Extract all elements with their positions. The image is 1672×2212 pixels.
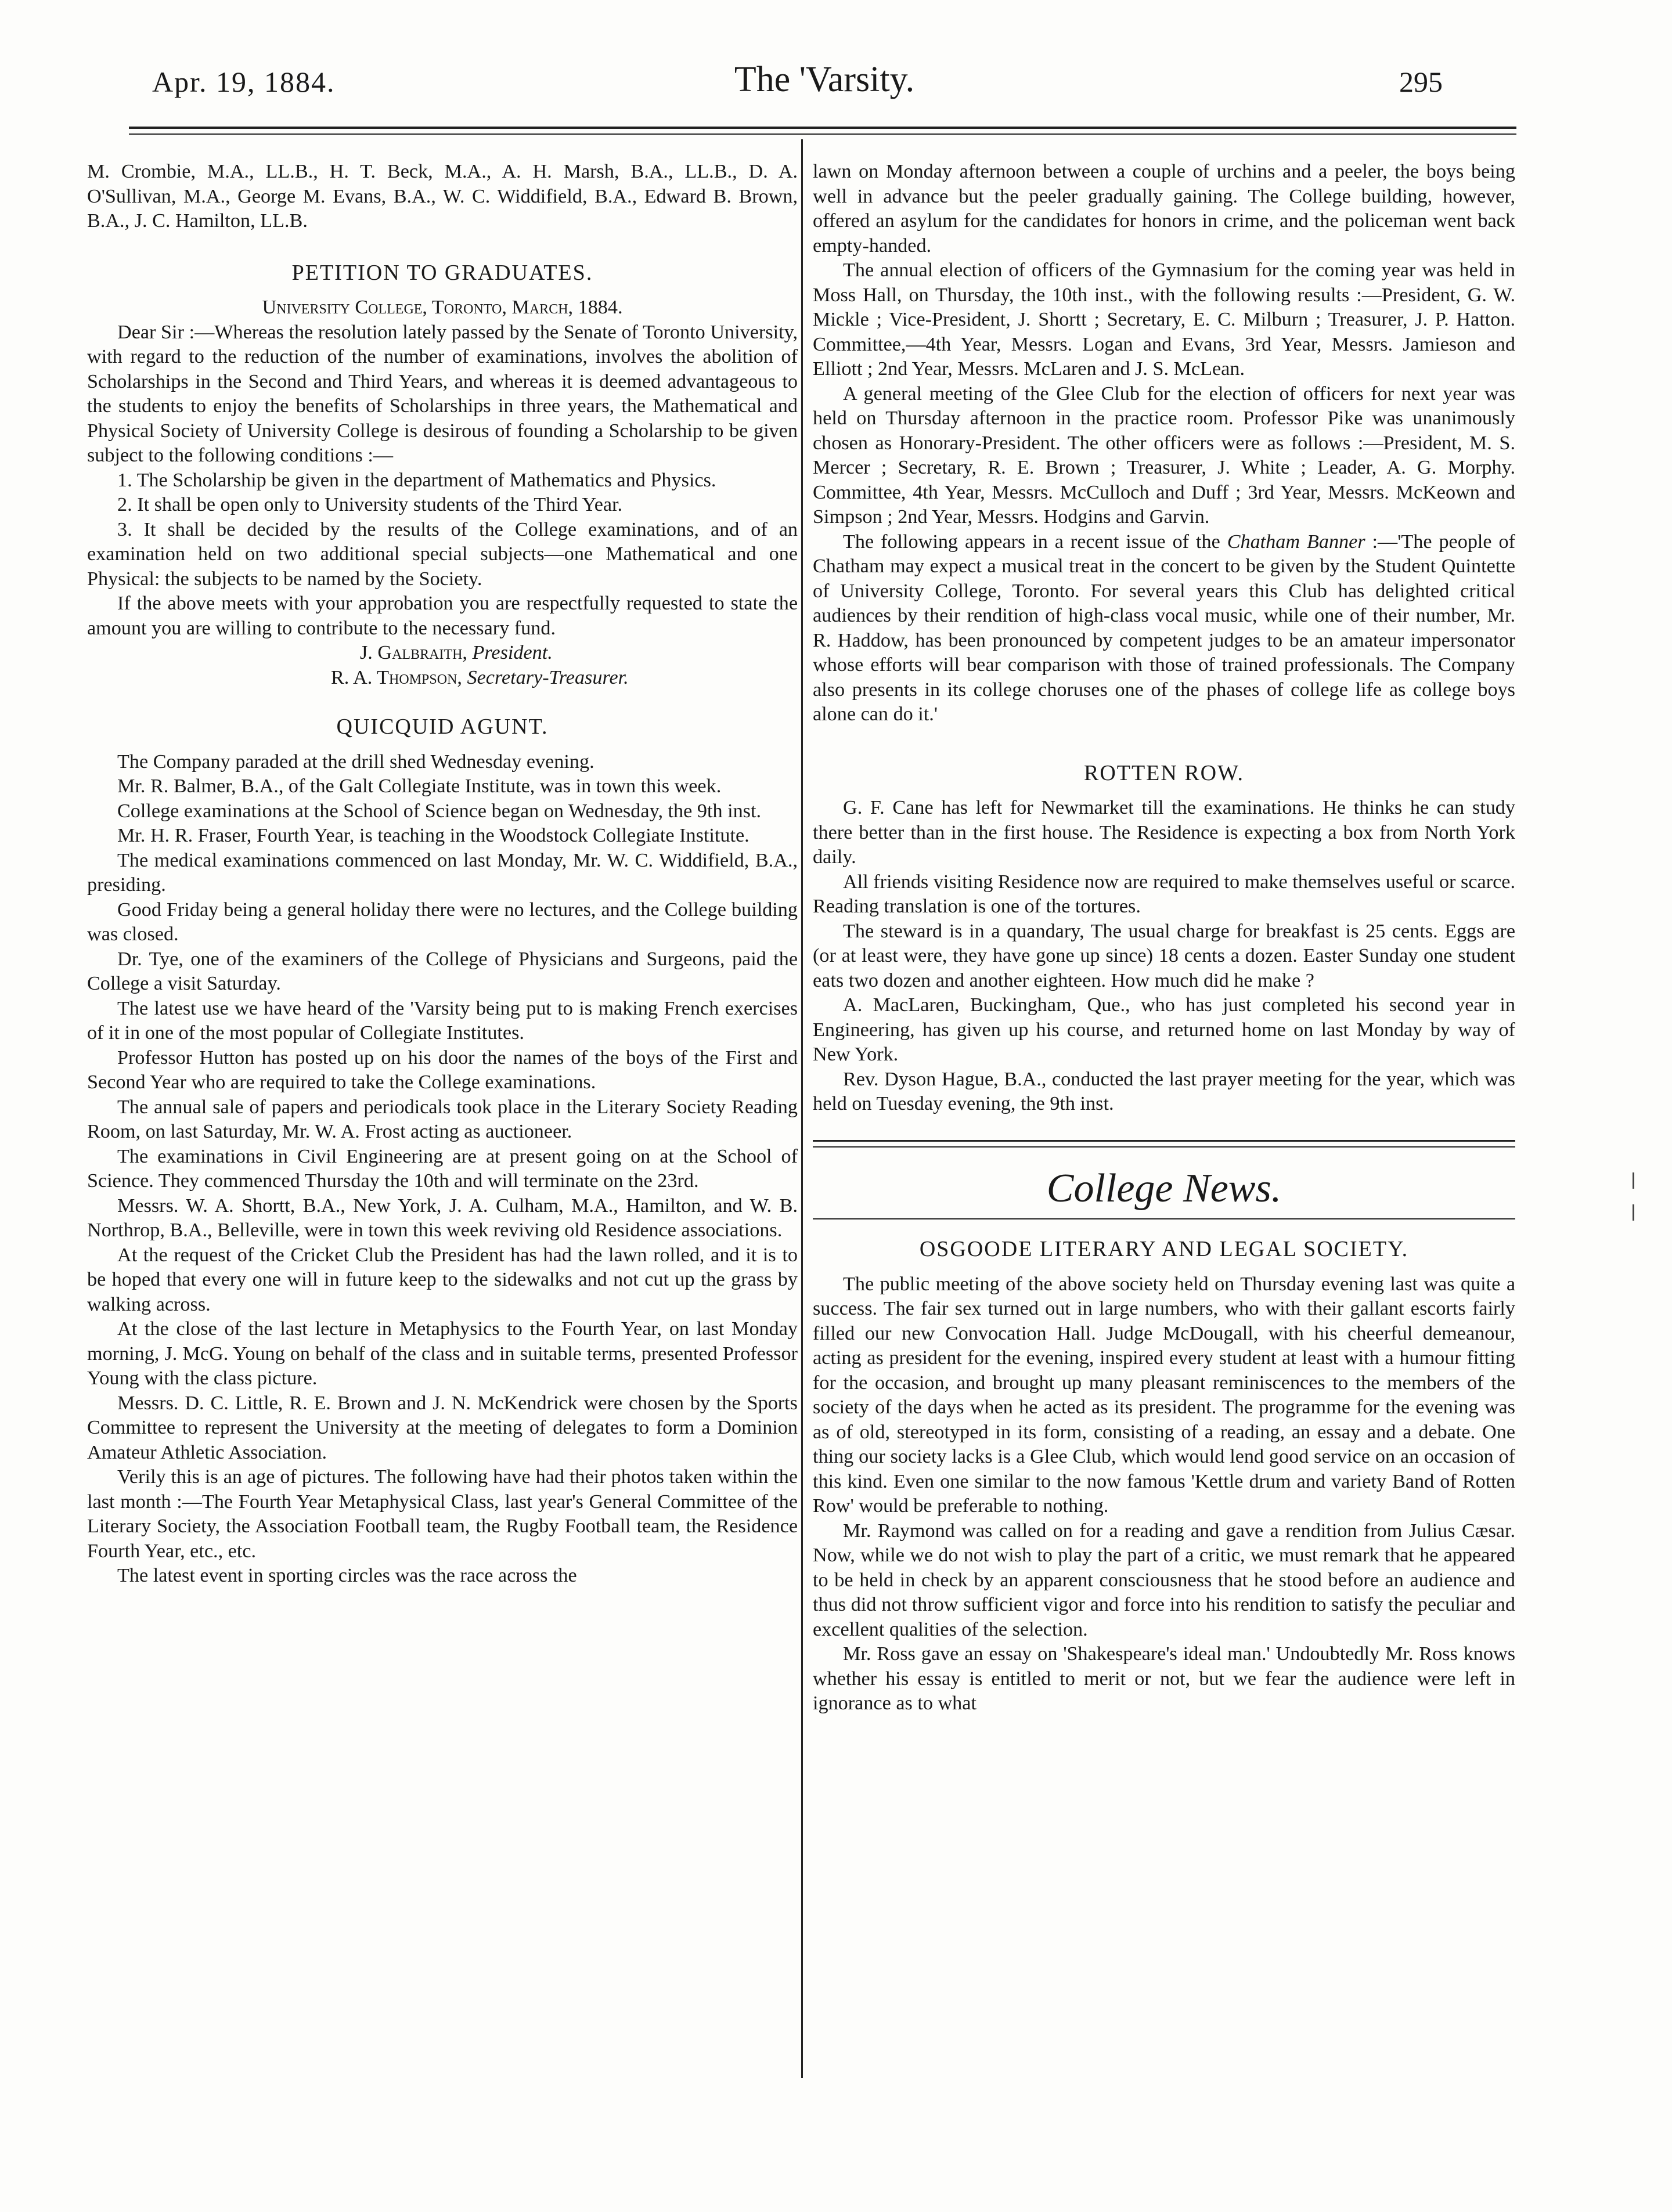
osgoode-heading: OSGOODE LITERARY AND LEGAL SOCIETY. (919, 1237, 1409, 1261)
news-item: The public meeting of the above society held on Thursday evening last was quite a success. The fair sex turned out in large numbers, who with their gallant escorts fairly filled our new Convocation Hall. Judge McDougall, with his cheerful demeanour, acting as president for the evening, inspired every student at least with a humour fitting for the occasion, and brought up many pleasant reminiscences to the members of the society of the days when he acted as its president. The programme for the evening was as of old, stereotyped in its form, consisting of a reading, an essay and a debate. One thing our society lacks is a Glee Club, which would lend good service on an occasion of this kind. Even one similar to the now famous 'Kettle drum and variety Band of Rotten Row' would be preferable to nothing. (813, 1273, 1515, 1517)
news-item: Mr. R. Balmer, B.A., of the Galt Collegiate Institute, was in town this week. (117, 775, 722, 797)
signature-president (87, 641, 798, 666)
news-item: Verily this is an age of pictures. The following have had their photos taken within the last month :—The Fourth Year Metaphysical Class, last year's General Committee of the Literary Society, the Association Football team, the Rugby Football team, the Residence Fourth Year, etc., etc. (87, 1466, 798, 1562)
right-column (813, 160, 1515, 1716)
column-divider (801, 139, 803, 2078)
news-item: The latest event in sporting circles was the race across the (117, 1565, 577, 1586)
news-item: The steward is in a quandary, The usual charge for breakfast is 25 cents. Eggs are (or at least were, they have gone up since) 18 cents a dozen. Easter Sunday one student eats two dozen and another eighteen. How much did he make ? (813, 920, 1515, 991)
condition-item: 1. The Scholarship be given in the department of Mathematics and Physics. (117, 469, 716, 491)
page-number: 295 (1399, 66, 1443, 98)
issue-date: Apr. 19, 1884. (152, 66, 336, 98)
margin-mark (1633, 1204, 1644, 1221)
condition-item: 3. It shall be decided by the results of the College examinations, and of an examination held on two additional special subjects—one Mathematical and one Physical: the subjects to be named by the Society. (87, 518, 798, 590)
gymnasium-paragraph: The annual election of officers of the Gymnasium for the coming year was held in Moss Hall, on Thursday, the 10th inst., with the following results :—President, G. W. Mickle ; Vice-President, J. Shortt ; Secretary, E. C. Milburn ; Treasurer, J. P. Hatton. Committee,—4th Year, Messrs. Logan and Evans, 3rd Year, Messrs. Jamieson and Elliott ; 2nd Year, Messrs. McLaren and J. S. McLean. (813, 259, 1515, 380)
quicquid-list (87, 750, 798, 1589)
news-item: Mr. Ross gave an essay on 'Shakespeare's ideal man.' Undoubtedly Mr. Ross knows whether his essay is entitled to merit or not, but we fear the audience were left in ignorance as to what (813, 1643, 1515, 1714)
chatham-quote: :—'The people of Chatham may expect a musical treat in the concert to be given by the Student Quintette of University College, Toronto. For several years this Club has delighted critical audiences by their rendition of high-class vocal music, while one of their number, Mr. R. Haddow, has been pronounced by competent judges to be an amateur impersonator whose efforts will bear comparison with those of trained professionals. The Company also presents in its college choruses one of the phases of college life as college boys alone can do it.' (813, 531, 1515, 725)
petition-close: If the above meets with your approbation you are respectfully requested to state the amount you are willing to contribute to the necessary fund. (87, 593, 798, 639)
chatham-paragraph (813, 530, 1515, 727)
news-item: Professor Hutton has posted up on his door the names of the boys of the First and Second Year who are required to take the College examinations. (87, 1047, 798, 1093)
news-item: Rev. Dyson Hague, B.A., conducted the last prayer meeting for the year, which was held on Tuesday evening, the 9th inst. (813, 1068, 1515, 1114)
news-item: A. MacLaren, Buckingham, Que., who has just completed his second year in Engineering, has given up his course, and returned home on last Monday by way of New York. (813, 994, 1515, 1065)
news-item: At the request of the Cricket Club the President has had the lawn rolled, and it is to be hoped that every one will in future keep to the sidewalks and not cut up the grass by walking across. (87, 1244, 798, 1315)
signature-role: President. (472, 642, 553, 663)
divider-rule (813, 1146, 1515, 1148)
news-item: Messrs. W. A. Shortt, B.A., New York, J. A. Culham, M.A., Hamilton, and W. B. Northrop, B.A., Belleville, were in town this week reviving old Residence associations. (87, 1195, 798, 1241)
header-rule-top (129, 127, 1516, 129)
masthead-title: The 'Varsity. (734, 60, 915, 99)
chatham-intro: The following appears in a recent issue of the (843, 531, 1227, 553)
chatham-paper-name: Chatham Banner (1227, 531, 1365, 553)
news-item: The medical examinations commenced on last Monday, Mr. W. C. Widdifield, B.A., presiding. (87, 849, 798, 896)
header-rule-bottom (129, 133, 1516, 135)
news-item: College examinations at the School of Science began on Wednesday, the 9th inst. (117, 800, 762, 822)
news-item: The annual sale of papers and periodicals took place in the Literary Society Reading Room, on last Saturday, Mr. W. A. Frost acting as auctioneer. (87, 1096, 798, 1142)
signature-role: Secretary-Treasurer. (467, 666, 629, 688)
rotten-row-heading: ROTTEN ROW. (1083, 760, 1245, 785)
glee-club-paragraph: A general meeting of the Glee Club for the election of officers for next year was held on Thursday afternoon in the practice room. Professor Pike was unanimously chosen as Honorary-President. The other officers were as follows :—President, M. S. Mercer ; Secretary, R. E. Brown ; Treasurer, J. White ; Leader, A. G. Morphy. Committee, 4th Year, Messrs. McCulloch and Duff ; 3rd Year, Messrs. McKeown and Simpson ; 2nd Year, Messrs. Hodgins and Garvin. (813, 383, 1515, 528)
college-news-title: College News. (1046, 1165, 1282, 1211)
condition-item: 2. It shall be open only to University students of the Third Year. (117, 494, 623, 515)
news-item: Dr. Tye, one of the examiners of the College of Physicians and Surgeons, paid the College a visit Saturday. (87, 948, 798, 994)
left-column (87, 160, 798, 1589)
news-item: The Company paraded at the drill shed Wednesday evening. (117, 750, 594, 773)
news-item: Messrs. D. C. Little, R. E. Brown and J. N. McKendrick were chosen by the Sports Committee to represent the University at the meeting of delegates to form a Dominion Amateur Athletic Association. (87, 1392, 798, 1463)
section-divider (813, 1140, 1515, 1148)
news-item: G. F. Cane has left for Newmarket till the examinations. He thinks he can study there better than in the first house. The Residence is expecting a box from North York daily. (813, 797, 1515, 868)
news-item: All friends visiting Residence now are required to make themselves useful or scarce. Reading translation is one of the tortures. (813, 871, 1515, 917)
news-item: Mr. Raymond was called on for a reading and gave a rendition from Julius Cæsar. Now, while we do not wish to play the part of a critic, we must remark that he appeared to be held in check by an apparent consciousness that he stood before an audience and thus did not throw sufficient vigor and force into his rendition to satisfy the peculiar and excellent qualities of the selection. (813, 1520, 1515, 1640)
signature-name: R. A. Thompson, (331, 666, 462, 688)
signature-name: J. Galbraith, (360, 642, 467, 663)
quicquid-heading: QUICQUID AGUNT. (336, 715, 549, 739)
news-item: The examinations in Civil Engineering are at present going on at the School of Science. They commenced Thursday the 10th and will terminate on the 23rd. (87, 1145, 798, 1192)
divider-rule (813, 1140, 1515, 1142)
news-item: At the close of the last lecture in Metaphysics to the Fourth Year, on last Monday morning, J. McG. Young on behalf of the class and in suitable terms, presented Professor Young with the class picture. (87, 1318, 798, 1389)
news-item: Good Friday being a general holiday there were no lectures, and the College building was closed. (87, 898, 798, 945)
continued-text: lawn on Monday afternoon between a couple of urchins and a peeler, the boys being well in advance but the peeler gradually gaining. The College building, however, offered an asylum for the candidates for honors in crime, and the policeman went back empty-handed. (813, 161, 1515, 257)
signature-secretary (87, 666, 798, 691)
petition-dateline: University College, Toronto, March, 1884. (262, 297, 623, 318)
petition-heading: PETITION TO GRADUATES. (291, 260, 593, 285)
margin-mark (1633, 1172, 1644, 1189)
divider-rule (813, 1218, 1515, 1219)
news-item: Mr. H. R. Fraser, Fourth Year, is teaching in the Woodstock Collegiate Institute. (117, 825, 749, 846)
intro-text: M. Crombie, M.A., LL.B., H. T. Beck, M.A., A. H. Marsh, B.A., LL.B., D. A. O'Sullivan, M.A., George M. Evans, B.A., W. C. Widdifield, B.A., Edward B. Brown, B.A., J. C. Hamilton, LL.B. (87, 161, 798, 232)
petition-body: Dear Sir :—Whereas the resolution lately passed by the Senate of Toronto University, with regard to the reduction of the number of examinations, involves the abolition of Scholarships in the Second and Third Years, and whereas it is deemed advantageous to the students to enjoy the benefits of Scholarships in three years, the Mathematical and Physical Society of University College is desirous of founding a Scholarship to be given subject to the following conditions :— (87, 321, 798, 466)
news-item: The latest use we have heard of the 'Varsity being put to is making French exercises of it in one of the most popular of Collegiate Institutes. (87, 997, 798, 1044)
